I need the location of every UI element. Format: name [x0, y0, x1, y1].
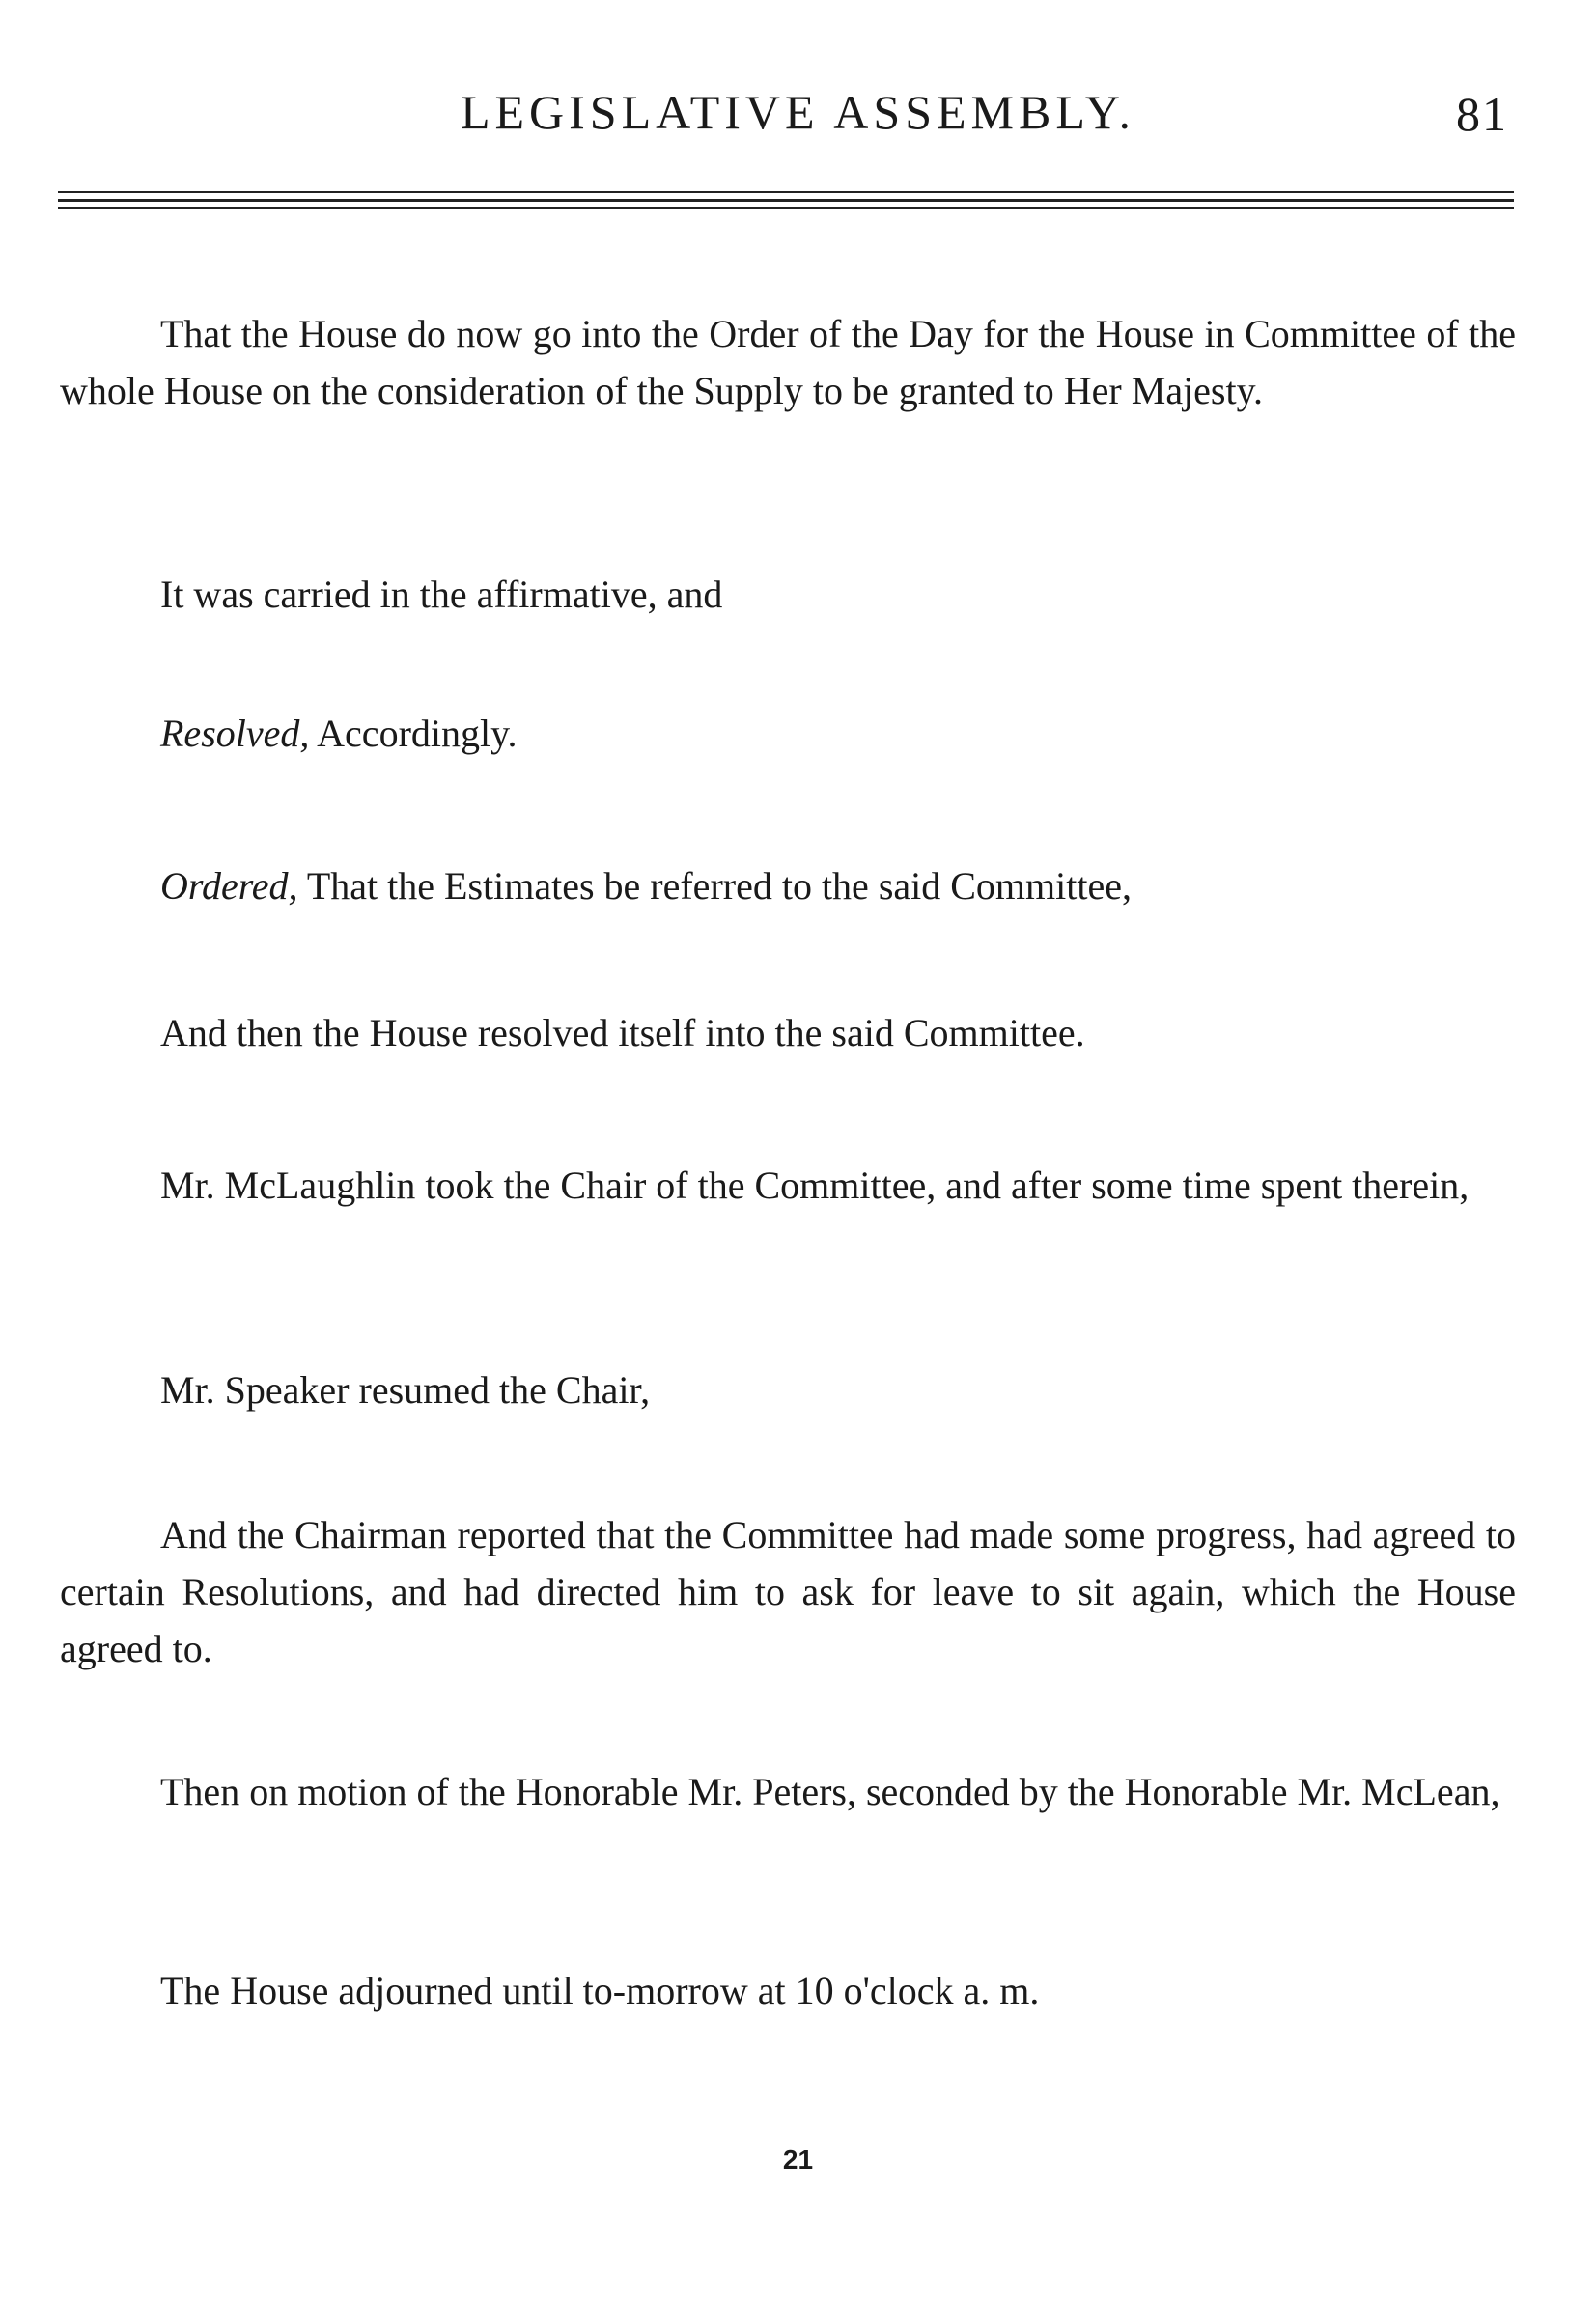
signature-mark: 21 — [782, 2145, 814, 2174]
ordered-paragraph — [160, 857, 1132, 914]
motion-mover-paragraph: Then on motion of the Honorable Mr. Peters, seconded by the Honorable Mr. McLean, — [160, 1770, 1500, 1813]
resolved-label: Resolved, — [160, 712, 310, 755]
motion-paragraph: That the House do now go into the Order of the Day for the House in Committee of the whole House on the consideration of the Supply to be granted to Her Majesty. — [60, 312, 1516, 412]
speaker-paragraph: Mr. Speaker resumed the Chair, — [160, 1368, 651, 1412]
header-rule — [58, 191, 1514, 193]
header-rule — [58, 207, 1514, 209]
chair-paragraph: Mr. McLaughlin took the Chair of the Committee, and after some time spent therein, — [160, 1164, 1470, 1207]
report-paragraph: And the Chairman reported that the Committee had made some progress, had agreed to certain Resolutions, and had directed him to ask for leave to sit again, which the House agreed to. — [60, 1513, 1516, 1670]
adjournment-paragraph: The House adjourned until to-morrow at 10 o'clock a. m. — [160, 1969, 1040, 2012]
resolved-paragraph — [160, 705, 518, 762]
resolved-text: Accordingly. — [309, 712, 518, 755]
ordered-label: Ordered, — [160, 864, 298, 908]
ordered-text: That the Estimates be referred to the said Committee, — [297, 864, 1132, 908]
header-rule — [58, 199, 1514, 202]
running-title: LEGISLATIVE ASSEMBLY. — [460, 85, 1136, 139]
committee-paragraph: And then the House resolved itself into the said Committee. — [160, 1011, 1085, 1054]
page-number: 81 — [1456, 87, 1508, 141]
vote-paragraph: It was carried in the affirmative, and — [160, 573, 723, 616]
